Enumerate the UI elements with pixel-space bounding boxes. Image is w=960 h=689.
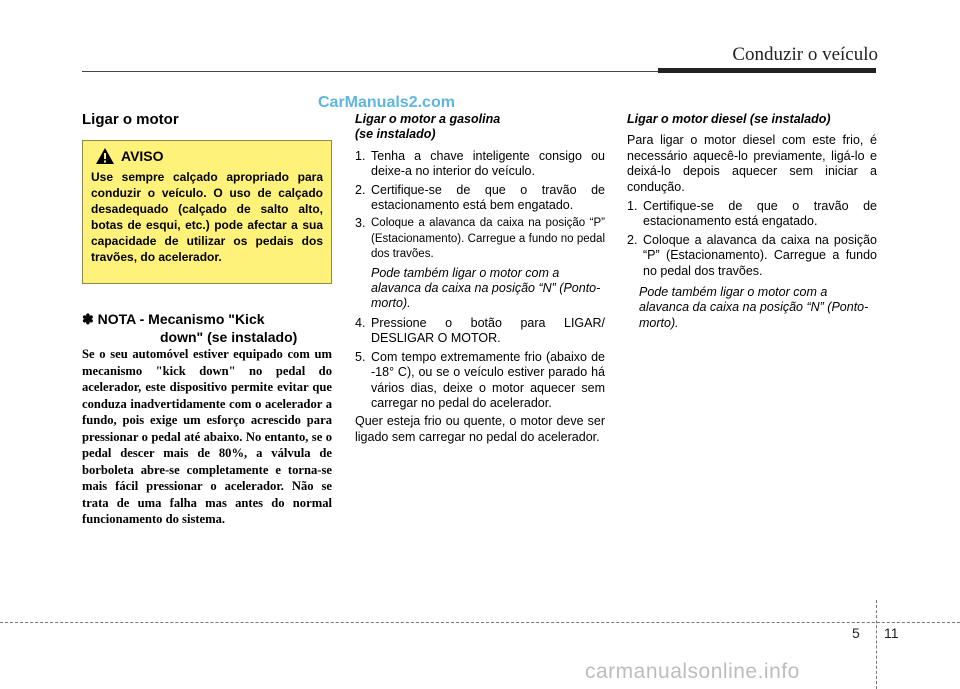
list-item bbox=[627, 199, 877, 230]
step-text: Tenha a chave inteligente consigo ou deixe-a no interior do veículo. bbox=[371, 148, 605, 179]
note-symbol-icon: ✽ bbox=[82, 311, 94, 327]
step-text: Coloque a alavanca da caixa na posição “P” (Estacionamento). Carregue a fundo no pedal dos travões. bbox=[643, 232, 877, 278]
step-number: 2. bbox=[355, 182, 366, 197]
warning-text: Use sempre calçado apropriado para conduzir o veículo. O uso de calçado desadequado (calçado de salto alto, botas de esqui, etc.) pode afectar a sua capacidade de utilizar os pedais dos travões, do acelerador. bbox=[91, 170, 323, 264]
watermark-top: CarManuals2.com bbox=[318, 94, 455, 111]
footer-divider bbox=[0, 622, 960, 623]
warning-title: AVISO bbox=[121, 148, 164, 164]
list-item bbox=[355, 316, 605, 347]
page-header-title: Conduzir o veículo bbox=[732, 44, 878, 65]
list-item bbox=[355, 350, 605, 412]
warning-box bbox=[82, 140, 332, 284]
step-text: Certifique-se de que o travão de estacionamento está bem engatado. bbox=[371, 182, 605, 213]
gasoline-closing: Quer esteja frio ou quente, o motor deve ser ligado sem carregar no pedal do acelerador. bbox=[355, 414, 605, 444]
step-text: Com tempo extremamente frio (abaixo de -18° C), ou se o veículo estiver parado há vários dias, deixe o motor aquecer sem carregar no pedal do acelerador. bbox=[371, 349, 605, 410]
note-title-line1: NOTA - Mecanismo "Kick bbox=[97, 311, 265, 327]
section-title: Ligar o motor bbox=[82, 111, 179, 128]
gasoline-subtitle-line1: Ligar o motor a gasolina bbox=[355, 112, 501, 126]
list-item bbox=[355, 149, 605, 180]
note-title-line2: down" (se instalado) bbox=[160, 329, 298, 345]
step-text: Coloque a alavanca da caixa na posição “P” (Estacionamento). Carregue a fundo no pedal dos travões. bbox=[371, 217, 605, 261]
diesel-subtitle: Ligar o motor diesel (se instalado) bbox=[627, 112, 831, 126]
warning-header bbox=[95, 147, 323, 165]
gasoline-step3-note: Pode também ligar o motor com a alavanca da caixa na posição “N” (Ponto-morto). bbox=[371, 265, 601, 311]
step-number: 1. bbox=[627, 199, 638, 214]
list-item bbox=[355, 216, 605, 262]
diesel-note: Pode também ligar o motor com a alavanca da caixa na posição “N” (Ponto-morto). bbox=[639, 285, 869, 330]
step-number: 2. bbox=[627, 232, 638, 247]
gasoline-steps bbox=[355, 149, 605, 263]
chapter-number: 5 bbox=[852, 625, 860, 641]
step-number: 1. bbox=[355, 148, 366, 163]
header-rule-thin bbox=[82, 71, 660, 72]
watermark-bottom: carmanualsonline.info bbox=[585, 660, 800, 683]
step-number: 5. bbox=[355, 349, 366, 364]
step-number: 3. bbox=[355, 216, 366, 231]
step-text: Certifique-se de que o travão de estacionamento está engatado. bbox=[643, 199, 877, 229]
gasoline-subtitle-line2: (se instalado) bbox=[355, 127, 436, 142]
diesel-intro: Para ligar o motor diesel com este frio, é necessário aquecê-lo previamente, ligá-lo e deixá-lo depois aquecer sem iniciar a condução. bbox=[627, 133, 877, 194]
gasoline-subtitle bbox=[355, 112, 605, 143]
warning-triangle-icon bbox=[95, 147, 115, 165]
diesel-steps bbox=[627, 199, 877, 279]
note-body: Se o seu automóvel estiver equipado com um mecanismo "kick down" no pedal do acelerador, este dispositivo permite evitar que conduza inadvertidamente com o acelerador a fundo, pois exige um esforço acrescido para pressionar o pedal até abaixo. No entanto, se o pedal descer mais de 80%, a válvula de borboleta abre-se completamente e torna-se mais fácil pressionar o acelerador. Não se trata de uma falha mas antes do normal funcionamento do sistema. bbox=[82, 347, 332, 526]
note-title bbox=[82, 310, 332, 346]
diesel-column bbox=[627, 112, 877, 335]
header-rule-thick bbox=[658, 68, 876, 73]
gasoline-column bbox=[355, 112, 605, 447]
page-number: 11 bbox=[884, 625, 899, 641]
footer-vertical-divider bbox=[876, 600, 877, 689]
list-item bbox=[627, 233, 877, 279]
list-item bbox=[355, 183, 605, 214]
gasoline-steps-continued bbox=[355, 316, 605, 411]
step-text: Pressione o botão para LIGAR/ DESLIGAR O MOTOR. bbox=[371, 315, 605, 346]
step-number: 4. bbox=[355, 315, 366, 330]
